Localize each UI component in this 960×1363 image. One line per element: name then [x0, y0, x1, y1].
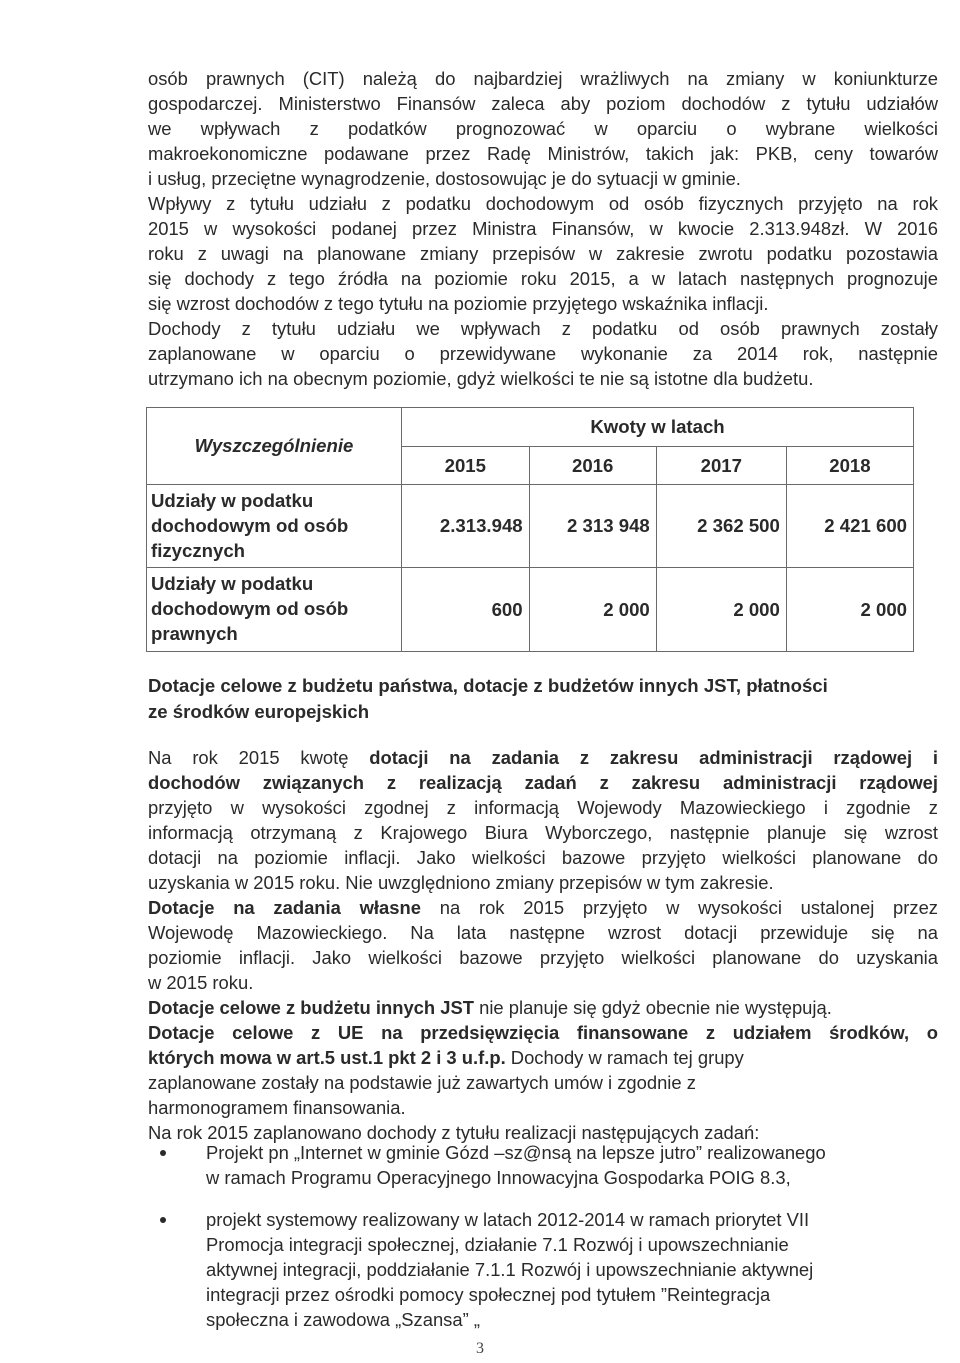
text-line: roku z uwagi na planowane zmiany przepisów w zakresie zwrotu podatku pozostawia	[148, 243, 938, 264]
text-line	[148, 795, 938, 820]
bold-text: Dotacje na zadania własne	[148, 897, 421, 918]
text-line	[148, 1045, 938, 1070]
text-line: 2015 w wysokości podanej przez Ministra Finansów, w kwocie 2.313.948zł. W 2016	[148, 218, 938, 239]
paragraph-grants	[148, 745, 938, 1145]
table-row	[147, 568, 914, 652]
text-segment: uzyskania w 2015 roku. Nie uwzględniono zmiany przepisów w tym zakresie.	[148, 872, 774, 893]
table-header-year: 2016	[529, 447, 656, 485]
table-header-specification: Wyszczególnienie	[147, 408, 402, 485]
text-segment: Na rok 2015 kwotę	[148, 747, 370, 768]
table-cell-value: 2 000	[656, 568, 786, 652]
text-line	[148, 1095, 938, 1120]
text-segment: w 2015 roku.	[148, 972, 254, 993]
table-cell-value: 2 000	[786, 568, 913, 652]
row-label-line: Udziały w podatku	[151, 489, 314, 511]
list-item-line: projekt systemowy realizowany w latach 2012-2014 w ramach priorytet VII	[206, 1209, 810, 1230]
table-cell-value: 2 362 500	[656, 485, 786, 568]
text-line	[148, 995, 938, 1020]
text-line	[148, 945, 938, 970]
table-cell-value: 2.313.948	[402, 485, 530, 568]
bold-text: Dotacje celowe z UE na przedsięwzięcia finansowane z udziałem środków, o	[148, 1022, 938, 1043]
text-line: gospodarczej. Ministerstwo Finansów zaleca aby poziom dochodów z tytułu udziałów	[148, 93, 938, 114]
text-line	[148, 770, 938, 795]
text-line: Wpływy z tytułu udziału z podatku dochodowym od osób fizycznych przyjęto na rok	[148, 193, 938, 214]
row-label-line: dochodowym od osób	[151, 598, 349, 619]
table-header-year: 2018	[786, 447, 913, 485]
row-label-line: dochodowym od osób	[151, 514, 349, 536]
text-line	[148, 1020, 938, 1045]
text-segment: informacją otrzymaną z Krajowego Biura Wyborczego, następnie planuje się wzrost	[148, 822, 938, 843]
text-segment: na rok 2015 przyjęto w wysokości ustalonej przez	[420, 897, 939, 918]
text-segment: Na rok 2015 zaplanowano dochody z tytułu realizacji następujących zadań:	[148, 1122, 760, 1143]
text-segment: Wojewodę Mazowieckiego. Na lata następne wzrost dotacji przewiduje się na	[148, 922, 938, 943]
list-item	[148, 1140, 938, 1190]
row-label-line: fizycznych	[151, 539, 246, 561]
text-line: we wpływach z podatków prognozować w oparciu o wybrane wielkości	[148, 118, 938, 139]
text-line: osób prawnych (CIT) należą do najbardziej wrażliwych na zmiany w koniunkturze	[148, 68, 938, 89]
bullet-icon	[160, 1217, 166, 1223]
bold-text: Dotacje celowe z budżetu innych JST	[148, 997, 474, 1018]
list-item-line: w ramach Programu Operacyjnego Innowacyjna Gospodarka POIG 8.3,	[206, 1167, 791, 1188]
text-line	[148, 745, 938, 770]
table-header-year: 2015	[402, 447, 530, 485]
text-line: zaplanowane w oparciu o przewidywane wykonanie za 2014 rok, następnie	[148, 343, 938, 364]
text-line	[148, 920, 938, 945]
text-line: się dochody z tego źródła na poziomie roku 2015, a w latach następnych prognozuje	[148, 268, 938, 289]
text-segment: zaplanowane zostały na podstawie już zawartych umów i zgodnie z	[148, 1072, 696, 1093]
table-cell-value: 2 313 948	[529, 485, 656, 568]
table-row	[147, 485, 914, 568]
row-label	[147, 568, 402, 652]
text-segment: poziomie inflacji. Jako wielkości bazowe przyjęto wielkości planowane do uzyskania	[148, 947, 938, 968]
text-line	[148, 895, 938, 920]
text-segment: przyjęto w wysokości zgodnej z informacją Wojewody Mazowieckiego i zgodnie z	[148, 797, 938, 818]
bold-text: dochodów związanych z realizacją zadań z zakresu administracji rządowej	[148, 772, 938, 793]
row-label-line: Udziały w podatku	[151, 573, 314, 594]
list-item-line: Promocja integracji społecznej, działanie 7.1 Rozwój i upowszechnianie	[206, 1234, 789, 1255]
list-item-line: integracji przez ośrodki pomocy społecznej pod tytułem ”Reintegracja	[206, 1284, 771, 1305]
text-line: utrzymano ich na obecnym poziomie, gdyż wielkości te nie są istotne dla budżetu.	[148, 368, 814, 389]
text-segment: nie planuje się gdyż obecnie nie występują.	[474, 997, 832, 1018]
table-header-year: 2017	[656, 447, 786, 485]
section-heading-line: Dotacje celowe z budżetu państwa, dotacje z budżetów innych JST, płatności	[148, 675, 828, 696]
section-heading-line: ze środków europejskich	[148, 701, 370, 722]
project-list	[148, 1140, 938, 1332]
bold-text: dotacji na zadania z zakresu administracji rządowej i	[369, 747, 938, 768]
row-label-line: prawnych	[151, 623, 238, 644]
text-line: Dochody z tytułu udziału we wpływach z podatku od osób prawnych zostały	[148, 318, 938, 339]
text-line	[148, 970, 938, 995]
page-number: 3	[476, 1340, 484, 1357]
text-line	[148, 870, 938, 895]
text-segment: dotacji na poziomie inflacji. Jako wielkości bazowe przyjęto wielkości planowane do	[148, 847, 938, 868]
text-line	[148, 845, 938, 870]
table-header-amounts: Kwoty w latach	[402, 408, 914, 447]
list-item	[148, 1207, 938, 1332]
list-item-line: Projekt pn „Internet w gminie Gózd –sz@nsą na lepsze jutro” realizowanego	[206, 1142, 826, 1163]
text-segment: harmonogramem finansowania.	[148, 1097, 406, 1118]
income-amounts-table	[146, 407, 914, 652]
text-line: się wzrost dochodów z tego tytułu na poziomie przyjętego wskaźnika inflacji.	[148, 293, 769, 314]
table-cell-value: 2 000	[529, 568, 656, 652]
bullet-icon	[160, 1150, 166, 1156]
text-line	[148, 820, 938, 845]
paragraph-income-tax	[148, 66, 938, 391]
row-label	[147, 485, 402, 568]
text-line: i usług, przeciętne wynagrodzenie, dostosowując je do sytuacji w gminie.	[148, 168, 741, 189]
list-item-line: społeczna i zawodowa „Szansa” „	[206, 1309, 480, 1330]
table-cell-value: 2 421 600	[786, 485, 913, 568]
section-heading	[148, 673, 938, 725]
bold-text: których mowa w art.5 ust.1 pkt 2 i 3 u.f.p.	[148, 1047, 506, 1068]
list-item-line: aktywnej integracji, poddziałanie 7.1.1 Rozwój i upowszechnianie aktywnej	[206, 1259, 814, 1280]
text-line: makroekonomiczne podawane przez Radę Ministrów, takich jak: PKB, ceny towarów	[148, 143, 938, 164]
text-line	[148, 1070, 938, 1095]
text-segment: Dochody w ramach tej grupy	[505, 1047, 744, 1068]
table-cell-value: 600	[402, 568, 530, 652]
